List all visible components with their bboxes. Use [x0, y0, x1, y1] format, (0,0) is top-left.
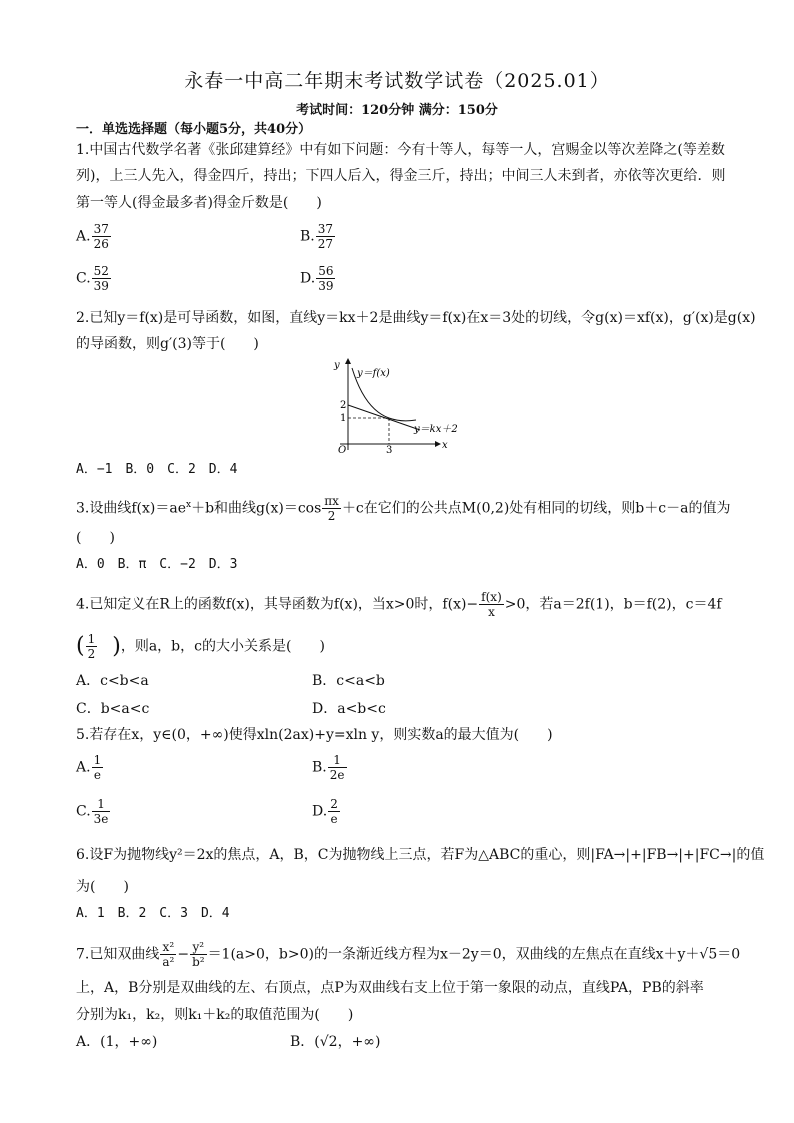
option-fraction [328, 753, 347, 782]
q1-line2: 列)，上三人先入，得金四斤，持出；下四人后入，得金三斤，持出；中间三人未到者，亦依等次更给．则 [76, 168, 726, 184]
q3-exponent: x [186, 499, 192, 510]
q4-text-b: >0，若a＝2f(1)，b＝f(2)，c＝4f [504, 596, 722, 613]
origin-label: O [338, 445, 347, 454]
frac-den: b² [192, 955, 205, 969]
frac-num: x² [160, 940, 176, 955]
q6-options: A．1 B．2 C．3 D．4 [76, 906, 230, 921]
y-axis-label: y [334, 360, 340, 371]
option-label: A. [76, 228, 91, 245]
option-label: A. [76, 759, 91, 776]
section-heading: 一．单选选择题（每小题5分，共40分） [76, 122, 312, 137]
option-fraction [92, 264, 111, 293]
q5-option-b [312, 753, 348, 782]
q2-options: A．−1 B．0 C．2 D．4 [76, 462, 238, 477]
option-label: B. [300, 228, 315, 245]
frac-num: 2 [330, 797, 338, 811]
q3-line1 [76, 494, 730, 523]
q6-line2: 为( ) [76, 879, 129, 895]
q1-option-d [300, 264, 336, 293]
q4-option-a: A．c<b<a [76, 673, 149, 689]
frac-den: 39 [93, 279, 109, 293]
q1-line3: 第一等人(得金最多者)得金斤数是( ) [76, 195, 322, 211]
q2-figure [330, 354, 480, 454]
option-label: D. [312, 803, 328, 820]
frac-num: 1 [328, 753, 347, 768]
curve-label: y＝f(x) [357, 368, 390, 379]
option-fraction [92, 797, 111, 826]
q1-option-b [300, 222, 336, 251]
frac-num: 56 [318, 264, 334, 278]
option-fraction [316, 264, 335, 293]
option-fraction [92, 753, 104, 782]
q4-line1 [76, 590, 722, 619]
frac-num: 37 [317, 222, 334, 236]
q6-line1: 6.设F为抛物线y²＝2x的焦点，A，B，C为抛物线上三点，若F为△ABC的重心，则|FA→|+|FB→|+|FC→|的值 [76, 847, 765, 863]
frac-den: e [93, 768, 101, 782]
frac-num: 1 [92, 797, 111, 812]
q3-text-a: 3.设曲线f(x)＝ae [76, 500, 186, 517]
frac-den: 26 [93, 237, 109, 251]
option-label: C. [76, 803, 91, 820]
frac-den: a² [162, 955, 175, 969]
tick-y-1: 1 [340, 413, 347, 424]
q1-option-a [76, 222, 112, 251]
frac-den: 2 [327, 509, 336, 523]
option-label: C. [76, 270, 91, 287]
frac-den: 27 [317, 237, 334, 251]
q1-line1: 1.中国古代数学名著《张邱建算经》中有如下问题：今有十等人，每等一人，宫赐金以等次差降之(等差数 [76, 142, 725, 158]
q4-option-c: C．b<a<c [76, 701, 150, 717]
frac-den: 39 [318, 279, 334, 293]
q7-option-a: A．(1，+∞) [76, 1034, 158, 1050]
q2-line2: 的导函数，则g′(3)等于( ) [76, 336, 259, 352]
frac-den: 3e [93, 812, 109, 826]
option-fraction [92, 222, 111, 251]
exam-info: 考试时间：120分钟 满分：150分 [296, 103, 498, 118]
frac-num: πx [324, 494, 339, 508]
q4-text-a: 4.已知定义在R上的函数f(x)，其导函数为f(x)，当x>0时，f(x)− [76, 596, 479, 613]
q4-fraction [479, 590, 504, 619]
option-label: D. [300, 270, 316, 287]
frac-num: y² [190, 940, 207, 955]
frac-den: e [330, 812, 338, 826]
tick-y-2: 2 [340, 400, 347, 411]
q3-line2: ( ) [76, 530, 115, 546]
frac-den: 2 [87, 647, 96, 661]
q4-option-b: B．c<a<b [312, 673, 385, 689]
q3-fraction [322, 494, 341, 523]
q7-option-b: B．(√2，+∞) [290, 1034, 381, 1050]
page-title: 永春一中高二年期末考试数学试卷（2025.01） [184, 70, 610, 92]
q7-text-b: ＝1(a>0，b>0)的一条渐近线方程为x－2y＝0，双曲线的左焦点在直线x＋y＋√5＝0 [207, 946, 741, 963]
q3-options: A．0 B．π C．−2 D．3 [76, 557, 238, 572]
tangent-line [348, 405, 420, 430]
q7-line1 [76, 940, 740, 969]
q5-option-a [76, 753, 104, 782]
q7-minus: − [177, 946, 190, 963]
q7-line2: 上，A，B分别是双曲线的左、右顶点，点P为双曲线右支上位于第一象限的动点，直线PA，PB的斜率 [76, 980, 704, 996]
q7-text-a: 7.已知双曲线 [76, 946, 160, 963]
q1-option-c [76, 264, 112, 293]
left-paren: ( [76, 633, 85, 659]
q4-line2 [76, 632, 325, 661]
q3-text-c: ＋c在它们的公共点M(0,2)处有相同的切线，则b＋c－a的值为 [341, 500, 731, 517]
option-label: B. [312, 759, 327, 776]
q4-fraction-half [86, 632, 98, 661]
q7-fraction-y [190, 940, 207, 969]
x-axis-arrow [435, 441, 441, 447]
frac-den: x [488, 605, 495, 619]
q5-option-c [76, 797, 111, 826]
q4-text-c: ，则a，b，c的大小关系是( ) [120, 638, 325, 655]
y-axis-arrow [345, 358, 351, 364]
option-fraction [316, 222, 335, 251]
right-paren: ) [112, 633, 121, 659]
frac-num: 1 [93, 753, 102, 767]
q7-fraction-x [160, 940, 176, 969]
frac-num: 37 [93, 222, 109, 236]
line-label: y＝kx＋2 [414, 424, 458, 435]
frac-num: 1 [87, 632, 96, 646]
q2-line1: 2.已知y＝f(x)是可导函数，如图，直线y＝kx＋2是曲线y＝f(x)在x＝3处的切线，令g(x)＝xf(x)，g′(x)是g(x) [76, 310, 756, 326]
q3-text-b: ＋b和曲线g(x)＝cos [191, 500, 322, 517]
tick-x-3: 3 [386, 445, 393, 454]
q5-line1: 5.若存在x，y∈(0，+∞)使得xln(2ax)+y=xln y，则实数a的最大值为( ) [76, 727, 553, 743]
option-fraction [328, 797, 340, 826]
x-axis-label: x [442, 440, 448, 451]
q7-line3: 分别为k₁，k₂，则k₁＋k₂的取值范围为( ) [76, 1007, 354, 1023]
frac-den: 2e [329, 768, 345, 782]
q5-option-d [312, 797, 341, 826]
q4-option-d: D．a<b<c [312, 701, 386, 717]
frac-num: 52 [93, 264, 109, 278]
frac-num: f(x) [481, 590, 502, 604]
